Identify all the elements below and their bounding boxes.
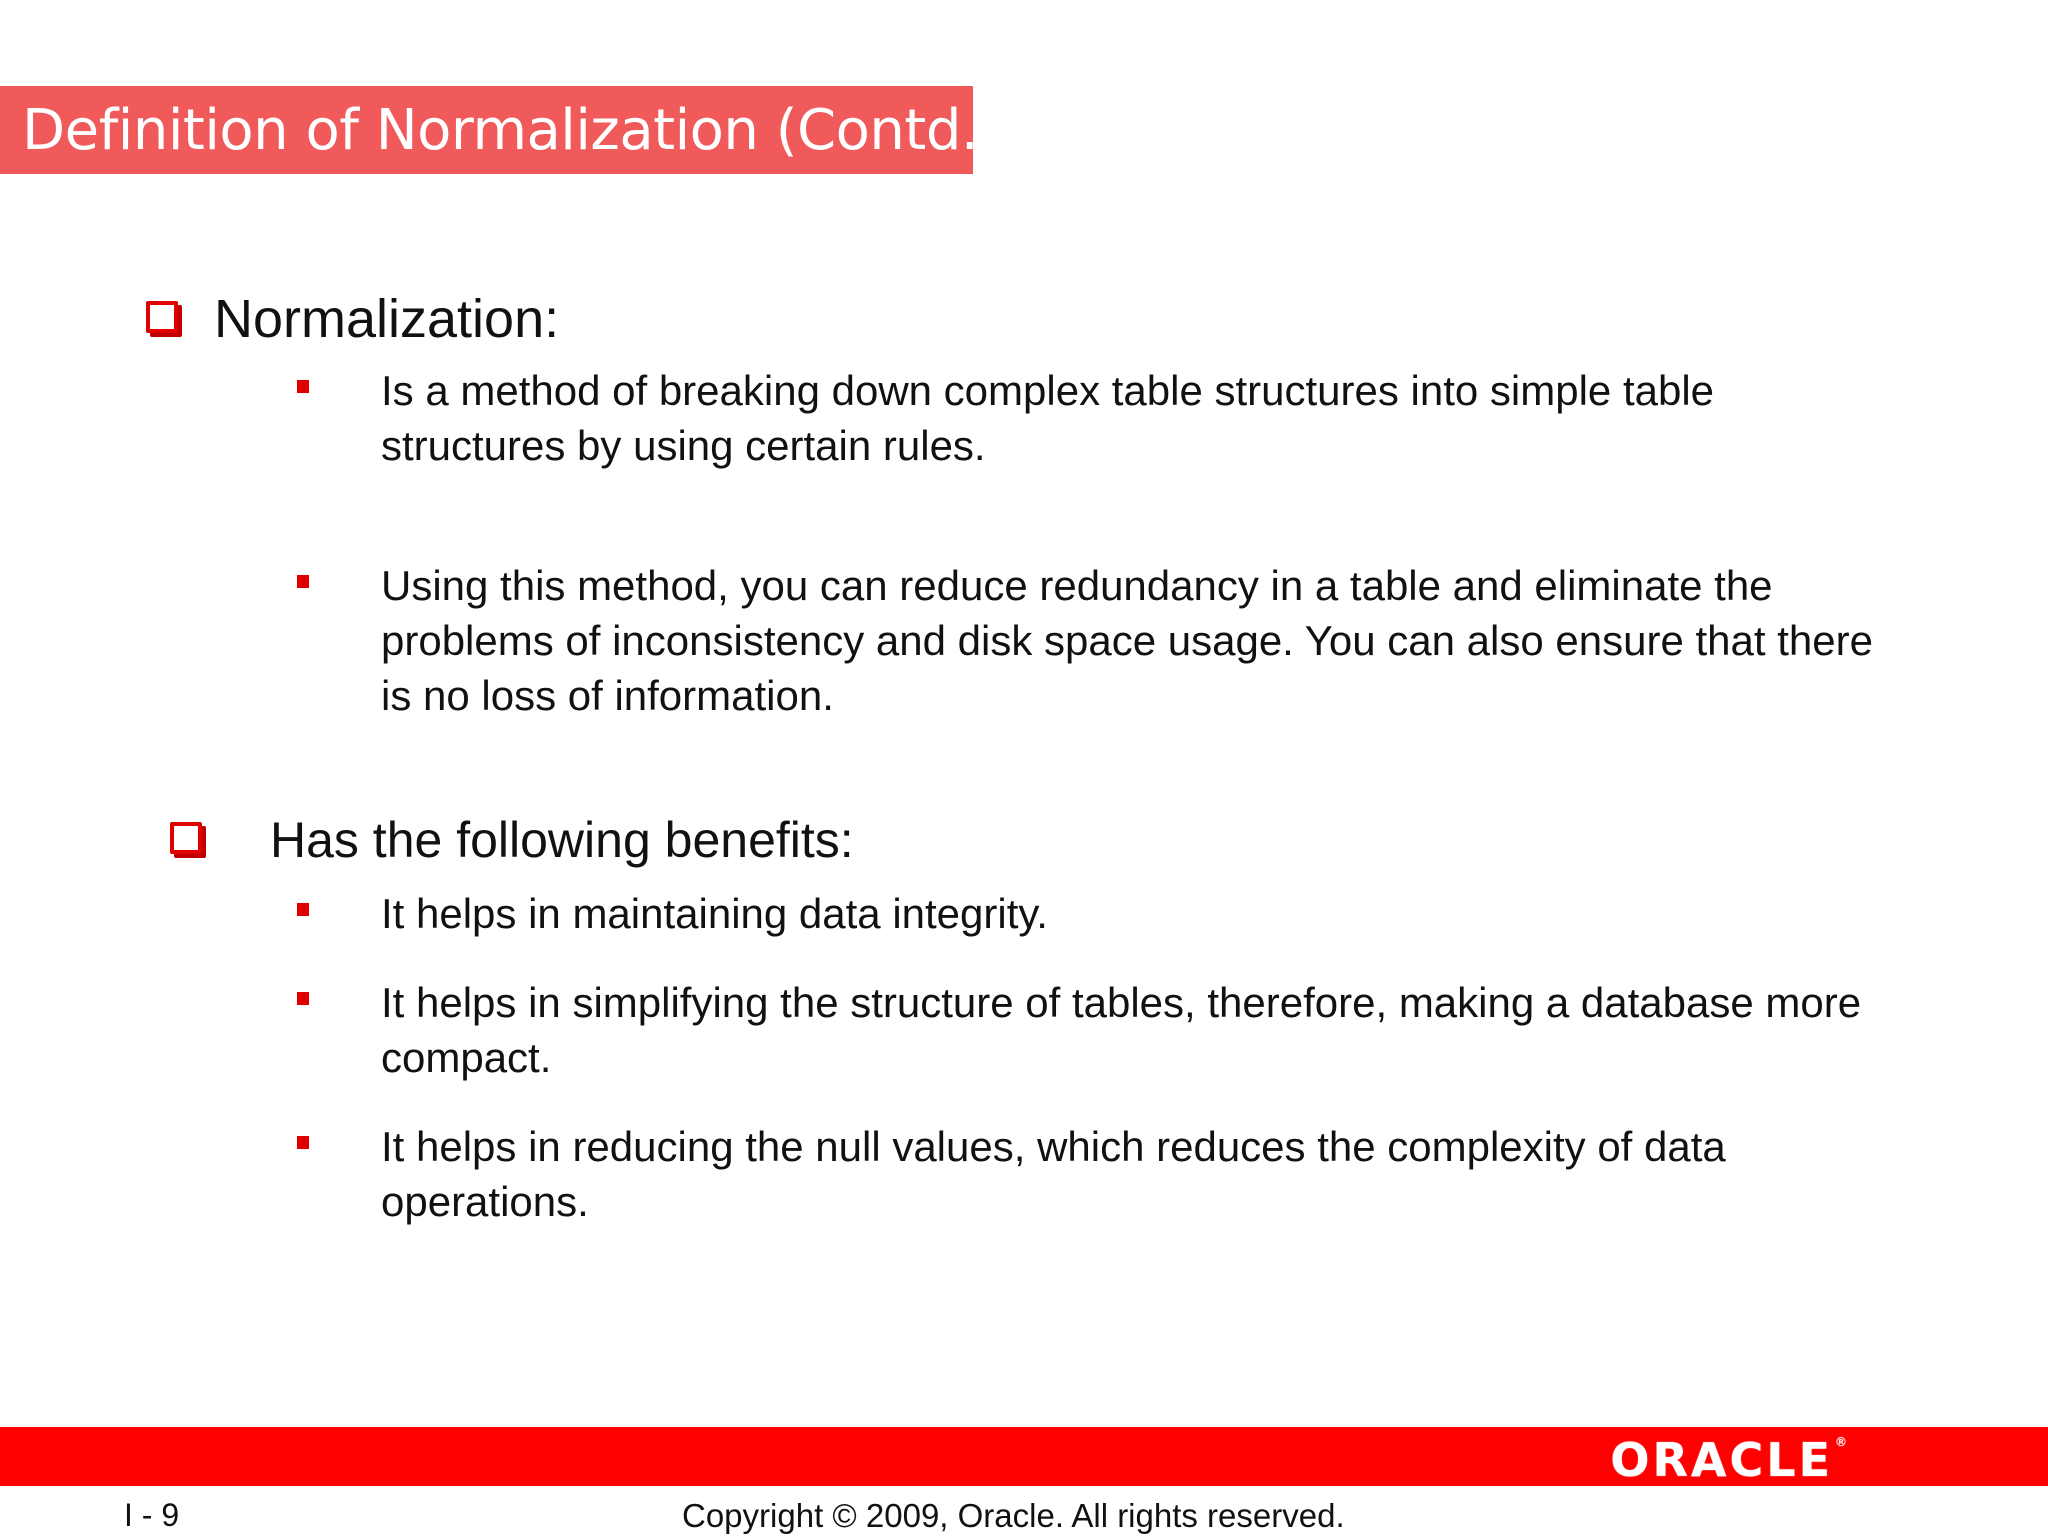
square-bullet-icon — [297, 575, 309, 588]
oracle-logo: ORACLE ® — [1610, 1433, 1847, 1487]
slide-title-bar — [0, 86, 1000, 174]
section-heading: Has the following benefits: — [270, 812, 854, 868]
square-bullet-icon — [297, 380, 309, 393]
section-heading: Normalization: — [214, 289, 560, 349]
section-benefits — [170, 811, 854, 869]
list-item — [297, 886, 1897, 941]
page-number: I - 9 — [124, 1497, 180, 1533]
square-bullet-icon — [297, 1136, 309, 1149]
list-item-text: It helps in simplifying the structure of tables, therefore, making a database more compact. — [381, 979, 1862, 1081]
list-item — [297, 558, 1897, 723]
square-bullet-icon — [297, 903, 309, 916]
list-item-text: It helps in maintaining data integrity. — [381, 890, 1048, 937]
list-item-text: It helps in reducing the null values, which reduces the complexity of data operations. — [381, 1123, 1726, 1225]
footer-bar — [0, 1427, 2048, 1486]
registered-mark: ® — [1835, 1435, 1847, 1449]
square-bullet-icon — [297, 992, 309, 1005]
list-item-text: Using this method, you can reduce redundancy in a table and eliminate the problems of inconsistency and disk space usage. You can also ensure that there is no loss of information. — [381, 562, 1873, 719]
list-item — [297, 1119, 1897, 1229]
copyright-notice: Copyright © 2009, Oracle. All rights reserved. — [682, 1497, 1345, 1534]
list-item — [297, 363, 1897, 473]
list-item — [297, 975, 1897, 1085]
list-item-text: Is a method of breaking down complex table structures into simple table structures by using certain rules. — [381, 367, 1715, 469]
hollow-square-bullet-icon — [146, 301, 182, 337]
hollow-square-bullet-icon — [170, 822, 206, 858]
section-normalization — [146, 288, 559, 350]
slide-title: Definition of Normalization (Contd.) — [22, 97, 1000, 163]
